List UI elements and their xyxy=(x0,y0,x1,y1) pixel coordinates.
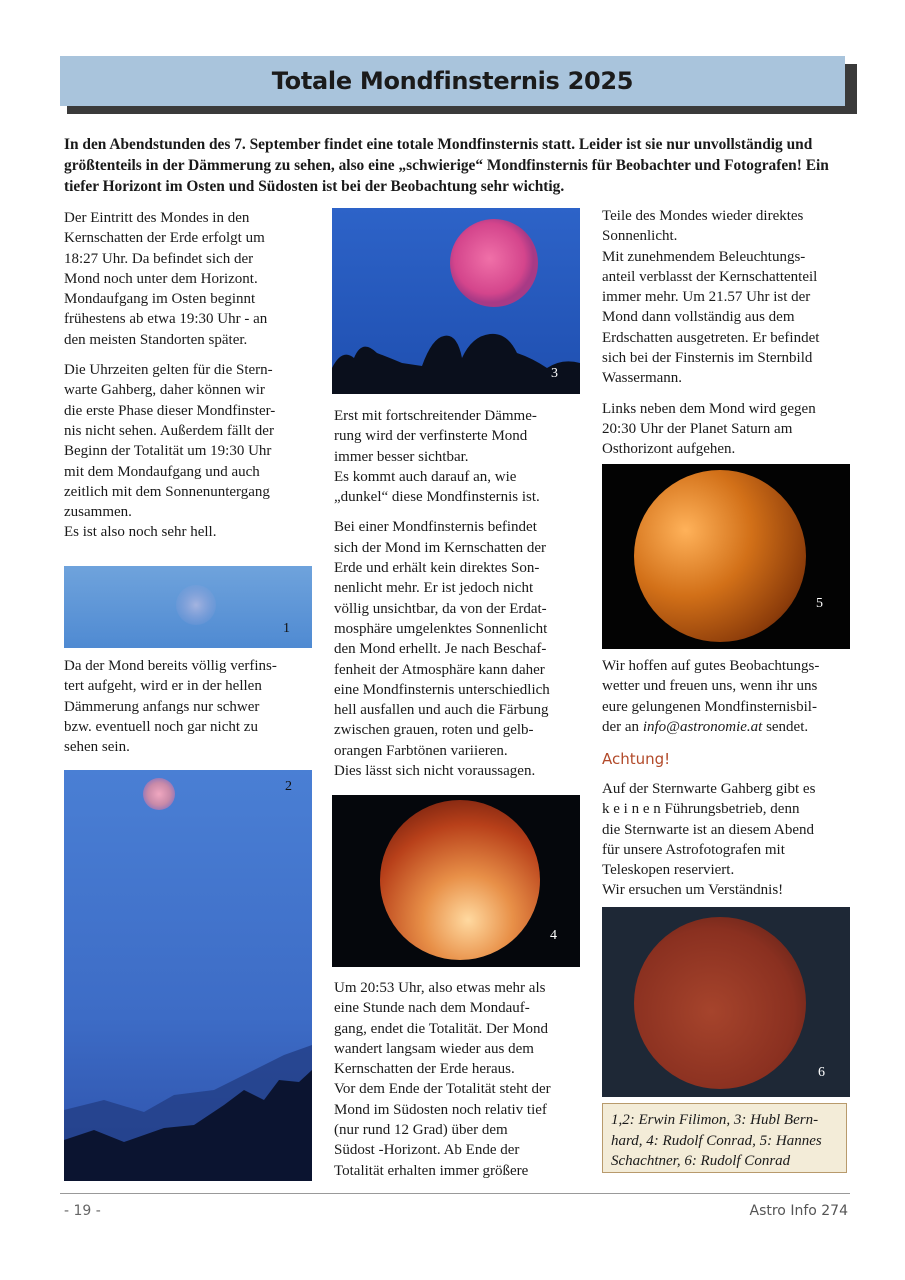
column-3-mid xyxy=(602,656,852,747)
photo-2 xyxy=(64,770,312,1181)
photo-5-image xyxy=(602,464,850,649)
photo-6-number: 6 xyxy=(818,1065,825,1080)
col3-paragraph-4: Auf der Sternwarte Gahberg gibt es k e i n e n Führungsbetrieb, denn die Sternwarte ist an diesem Abend für unsere Astrofotografen mit Teleskopen reserviert. Wir ersuchen um Verständnis! xyxy=(602,781,816,899)
email-link[interactable]: info@astronomie.at xyxy=(642,718,763,735)
photo-1-image xyxy=(64,566,312,648)
column-2-mid xyxy=(334,406,584,791)
photo-4-image xyxy=(332,795,580,967)
photo-1 xyxy=(64,566,312,648)
column-3-top xyxy=(602,206,852,470)
col2-paragraph-3: Um 20:53 Uhr, also etwas mehr als eine Stunde nach dem Mondauf- gang, endet die Totalität. Der Mond wandert langsam wieder aus dem Kernschatten der Erde heraus. Vor dem Ende der Totalität steht der Mond im Südosten noch relativ tief (nur rund 12 Grad) über dem Südost -Horizont. Ab Ende der Totalität erhalten immer größere xyxy=(334,980,551,1179)
photo-credits-text: 1,2: Erwin Filimon, 3: Hubl Bern- hard, 4: Rudolf Conrad, 5: Hannes Schachtner, 6: Rudolf Conrad xyxy=(611,1112,822,1169)
col1-paragraph-1: Der Eintritt des Mondes in den Kernschatten der Erde erfolgt um 18:27 Uhr. Da befindet sich der Mond noch unter dem Horizont. Mondaufgang im Osten beginnt frühestens ab etwa 19:30 Uhr - an den meisten Standorten später. xyxy=(64,210,268,348)
photo-3 xyxy=(332,208,580,394)
page-title: Totale Mondfinsternis 2025 xyxy=(271,67,634,95)
footer-divider xyxy=(60,1193,850,1194)
achtung-heading: Achtung! xyxy=(602,750,671,768)
column-3-bottom xyxy=(602,779,852,911)
photo-5-number: 5 xyxy=(816,596,823,611)
photo-3-image xyxy=(332,208,580,394)
page-number: - 19 - xyxy=(64,1203,101,1219)
col3-paragraph-3-text: Wir hoffen auf gutes Beobachtungs- wetter und freuen uns, wenn ihr uns eure gelungenen Mondfinsternisbil- der an xyxy=(602,658,820,735)
photo-2-image xyxy=(64,770,312,1181)
photo-4 xyxy=(332,795,580,967)
col1-paragraph-3: Da der Mond bereits völlig verfins- tert aufgeht, wird er in der hellen Dämmerung anfangs nur schwer bzw. eventuell noch gar nicht zu sehen sein. xyxy=(64,658,277,756)
col1-paragraph-2: Die Uhrzeiten gelten für die Stern- warte Gahberg, daher können wir die erste Phase dieser Mondfinster- nis nicht sehen. Außerdem fällt der Beginn der Totalität um 19:30 Uhr mit dem Mondaufgang und auch zeitlich mit dem Sonnenuntergang zusammen. Es ist also noch sehr hell. xyxy=(64,362,276,541)
photo-2-number: 2 xyxy=(285,779,292,794)
col2-paragraph-2: Bei einer Mondfinsternis befindet sich der Mond im Kernschatten der Erde und erhält kein direktes Son- nenlicht mehr. Er ist jedoch nicht völlig unsichtbar, da von der Erdat- mosphäre umgelenktes Sonnenlicht den Mond erhellt. Je nach Beschaf- fenheit der Atmosphäre kann daher eine Mondfinsternis unterschiedlich hell ausfallen und auch die Färbung zwischen grauen, roten und gelb- orangen Farbtönen variieren. Dies lässt sich nicht voraussagen. xyxy=(334,519,550,780)
col3-paragraph-3 xyxy=(602,656,852,737)
photo-5 xyxy=(602,464,850,649)
col3-paragraph-1: Teile des Mondes wieder direktes Sonnenlicht. Mit zunehmendem Beleuchtungs- anteil verblasst der Kernschattenteil immer mehr. Um 21.57 Uhr ist der Mond dann vollständig aus dem Erdschatten ausgetreten. Er befindet sich bei der Finsternis im Sternbild Wassermann. xyxy=(602,208,820,387)
intro-paragraph: In den Abendstunden des 7. September findet eine totale Mondfinsternis statt. Leider ist sie nur unvollständig und größtenteils in der Dämmerung zu sehen, also eine „schwierige“ Mondfinsternis für Beobachter und Fotografen! Ein tiefer Horizont im Osten und Südosten ist bei der Beobachtung sehr wichtig. xyxy=(64,136,829,195)
photo-4-number: 4 xyxy=(550,928,557,943)
photo-6 xyxy=(602,907,850,1097)
magazine-issue: Astro Info 274 xyxy=(749,1203,848,1219)
photo-6-image xyxy=(602,907,850,1097)
column-2-bottom xyxy=(334,978,584,1191)
photo-3-number: 3 xyxy=(551,366,558,381)
photo-1-number: 1 xyxy=(283,621,290,636)
column-1-top xyxy=(64,208,314,553)
col2-paragraph-1: Erst mit fortschreitender Dämme- rung wird der verfinsterte Mond immer besser sichtbar. Es kommt auch darauf an, wie „dunkel“ diese Mondfinsternis ist. xyxy=(334,408,540,506)
col3-paragraph-3-end: sendet. xyxy=(762,718,809,735)
photo-credits xyxy=(602,1103,847,1173)
col3-paragraph-2: Links neben dem Mond wird gegen 20:30 Uhr der Planet Saturn am Osthorizont aufgehen. xyxy=(602,400,816,458)
title-bar xyxy=(60,56,845,106)
column-1-mid xyxy=(64,656,314,767)
